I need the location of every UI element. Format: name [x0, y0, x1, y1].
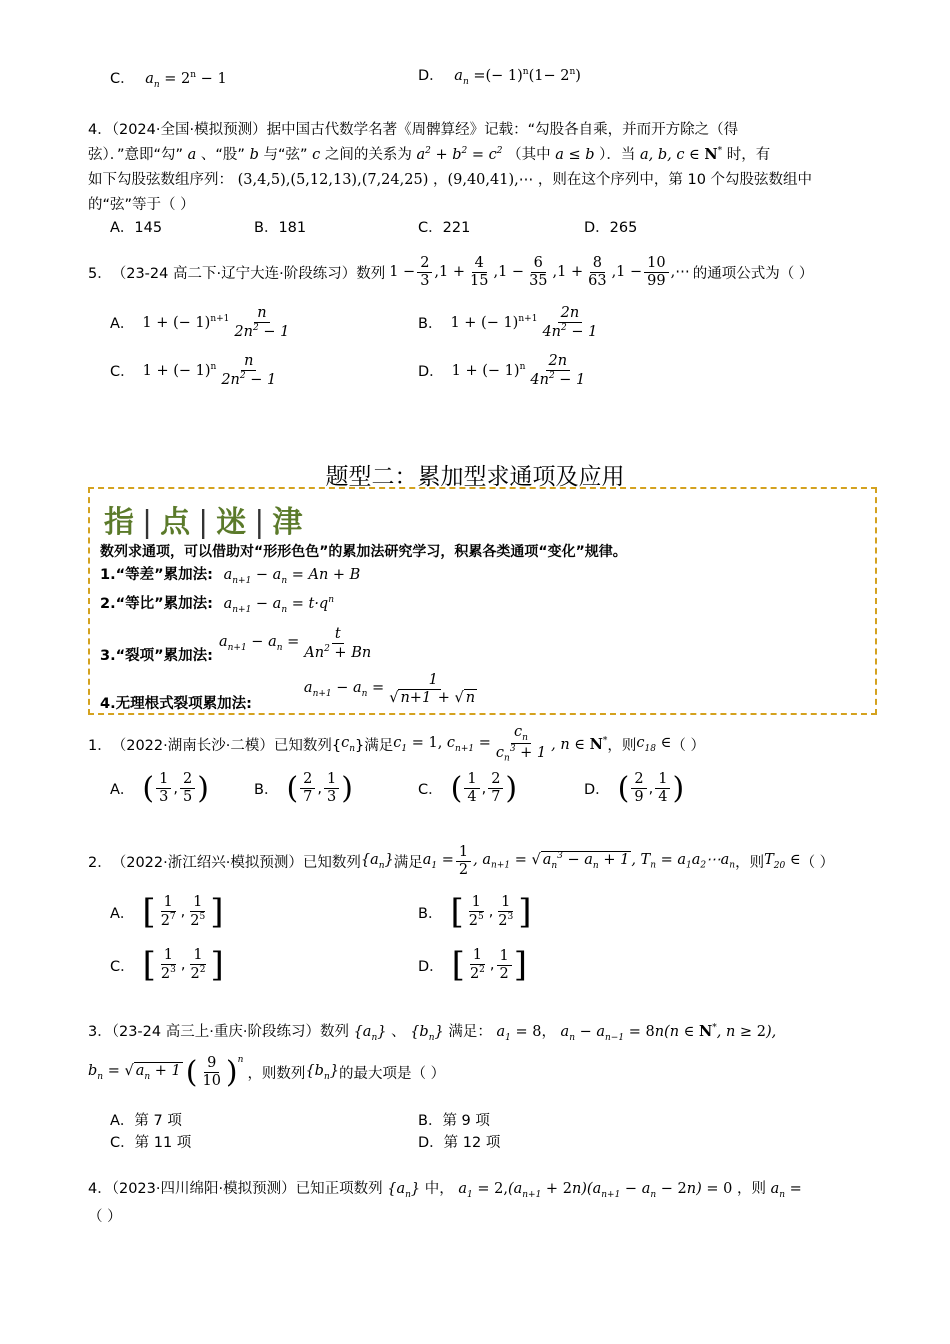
- q4a-option-b: B．181: [254, 220, 307, 236]
- q3b-option-c: C．第 11 项: [110, 1135, 192, 1151]
- q4a-option-c: C．221: [418, 220, 471, 236]
- q4a-option-a: A．145: [110, 220, 163, 236]
- q3b-option-d: D．第 12 项: [418, 1135, 501, 1151]
- q5a-option-a: A． 1 + (− 1)$^{n+1}$ $\frac{n}{2n^2 - 1}$: [110, 305, 290, 340]
- q3b-option-a: A．第 7 项: [110, 1113, 182, 1129]
- q2b-option-b: B． [ $\frac{1}{2^5}$ , $\frac{1}{2^3}$ ]: [418, 892, 532, 932]
- q1b-stem: 1． （2022·湖南长沙·二模） 已知数列{ $c_n$ }满足 $c_1 = 1$, $c_{n+1}$ = $\frac{c_n}{c_n^3 + 1}$ , n ∈ N* ，则 $c_{18}$ ∈ （ ）: [88, 724, 705, 764]
- q4a-line2: 弦）．”意即“勾” a 、“股” b 与“弦” c 之间的关系为 $a^2 + b^2 = c^2$ （其中 a ≤ b ）．当 a, b, c ∈ N* 时，有: [88, 146, 771, 163]
- tips-item-1: 1.“等差”累加法: $a_{n+1} - a_n = An + B$: [100, 567, 361, 586]
- q5a-option-b: B． 1 + (− 1)$^{n+1}$ $\frac{2n}{4n^2 - 1}$: [418, 305, 598, 340]
- q4a-option-d: D．265: [584, 220, 638, 236]
- section-title: 题型二：累加型求通项及应用: [325, 464, 625, 490]
- q1b-option-d: D． ( $\frac{2}{9}$ , $\frac{1}{4}$ ): [584, 771, 685, 806]
- q2b-stem: 2． （2022·浙江绍兴·模拟预测） 已知数列 $\{a_n\}$ 满足 $a_1$ = $\frac{1}{2}$ , $a_{n+1}$ = √ $a_n^3 - a_n + 1$ , $T_n$ = $a_1a_2\cdots a_n$ ，则 $T_{20}$ ∈ （ ）: [88, 844, 835, 878]
- q3b-option-b: B．第 9 项: [418, 1113, 490, 1129]
- tips-item-2: 2.“等比”累加法: $a_{n+1} - a_n = t\cdot q^n$: [100, 595, 335, 615]
- q4b-line2: （ ）: [88, 1209, 122, 1225]
- q2b-option-a: A． [ $\frac{1}{2^7}$ , $\frac{1}{2^5}$ ]: [110, 892, 224, 932]
- tips-item-4: 4.无理根式裂项累加法: $a_{n+1} - a_n$ = $\frac{1}{√ n+1 + √ n}$: [100, 672, 476, 712]
- q5a-stem: 5． （23-24 高二下·辽宁大连·阶段练习） 数列 1 − $\frac{2}{3}$ ,1 + $\frac{4}{15}$ ,1 − $\frac{6}{35}$ ,1 + $\frac{8}{63}$ ,1 − $\frac{10}{99}$ ,⋯ 的通项公式为（ ）: [88, 255, 814, 289]
- tips-intro: 数列求通项，可以借助对“形形色色”的累加法研究学习，积累各类通项“变化”规律。: [100, 544, 627, 560]
- q5a-option-d: D． 1 + (− 1)$^n$ $\frac{2n}{4n^2 - 1}$: [418, 353, 586, 388]
- q1b-option-c: C． ( $\frac{1}{4}$ , $\frac{2}{7}$ ): [418, 771, 518, 806]
- q4a-line3: 如下勾股弦数组序列： (3,4,5),(5,12,13),(7,24,25) ，(9,40,41),⋯ ，则在这个序列中，第 10 个勾股弦数组中: [88, 172, 813, 188]
- option-d-top: D． $a_n$ =(− $1)^n(1- 2^n)$: [418, 67, 581, 87]
- q5a-option-c: C． 1 + (− 1)$^n$ $\frac{n}{2n^2 - 1}$: [110, 353, 277, 388]
- tips-item-3: 3.“裂项”累加法: $a_{n+1} - a_n$ = $\frac{t}{An^2 + Bn}$: [100, 625, 372, 664]
- q2b-option-c: C． [ $\frac{1}{2^3}$ , $\frac{1}{2^2}$ ]: [110, 945, 224, 985]
- q4a-line1: 4．（2024·全国·模拟预测）据中国古代数学名著《周髀算经》记载：“勾股各自乘，并而开方除之（得: [88, 122, 739, 138]
- q1b-option-b: B． ( $\frac{2}{7}$ , $\frac{1}{3}$ ): [254, 771, 353, 806]
- option-c-top: C． $a_n = 2^n - 1$: [110, 70, 227, 90]
- q4b-line1: 4．（2023·四川绵阳·模拟预测）已知正项数列 $\{a_n\}$ 中， $a_1 = 2,(a_{n+1} + 2n)(a_{n+1} - a_n - 2n) = 0$ ，则 $a_n$ =: [88, 1181, 802, 1200]
- tips-heading: 指 | 点 | 迷 | 津: [104, 505, 305, 540]
- q3b-line1: 3．（23-24 高三上·重庆·阶段练习）数列 $\{a_n\}$ 、 $\{b_n\}$ 满足： $a_1 = 8$， $a_n - a_{n-1} = 8n(n$ ∈ N*, n ≥ 2),: [88, 1023, 777, 1043]
- q4a-line4: 的“弦”等于（ ）: [88, 197, 195, 213]
- q3b-line2: $b_n$ = √ $a_n + 1$ ( $\frac{9}{10}$ ) $^n$ ，则数列 $\{b_n\}$ 的最大项是（ ）: [88, 1055, 446, 1090]
- q2b-option-d: D． [ $\frac{1}{2^2}$ , $\frac{1}{2}$ ]: [418, 945, 528, 985]
- q1b-option-a: A． ( $\frac{1}{3}$ , $\frac{2}{5}$ ): [110, 771, 209, 806]
